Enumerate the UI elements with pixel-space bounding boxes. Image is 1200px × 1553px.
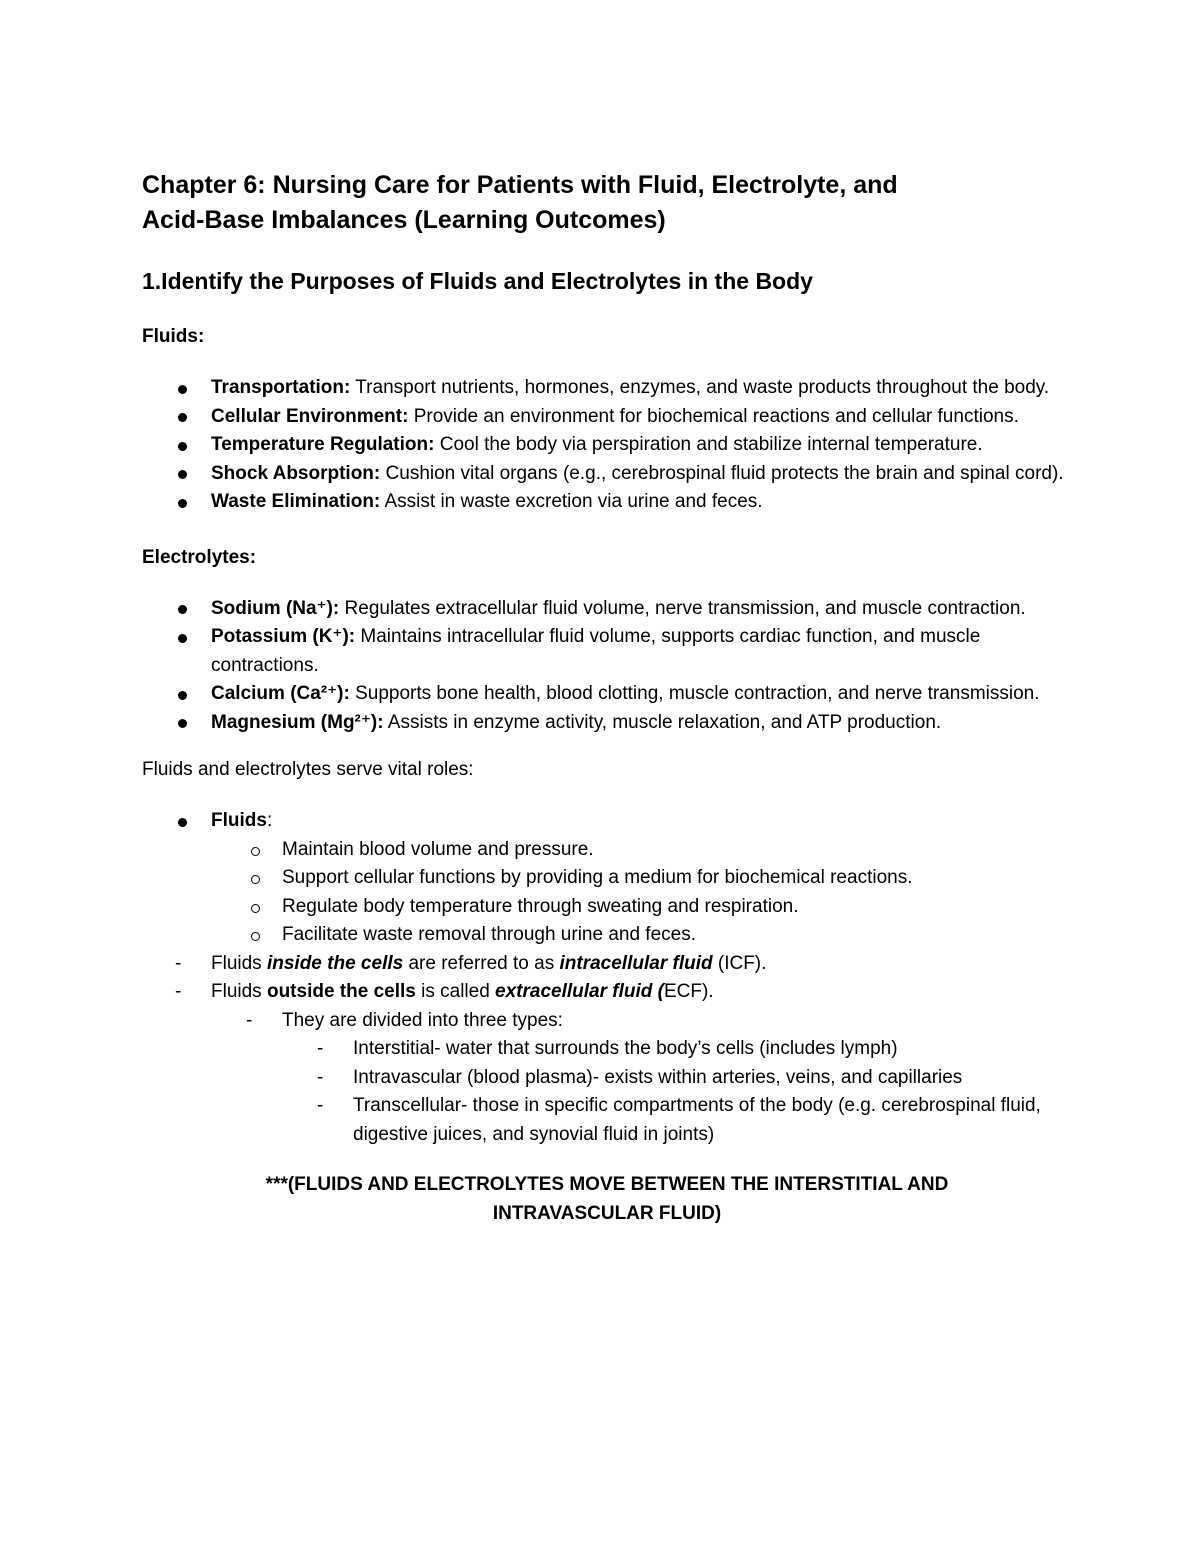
- item-text: Cool the body via perspiration and stabilize internal temperature.: [434, 434, 983, 455]
- note-line-2: INTRAVASCULAR FLUID): [492, 1202, 722, 1224]
- list-item: [142, 807, 1072, 950]
- type-item: - Transcellular- those in specific compartments of the body (e.g. cerebrospinal fluid, digestive juices, and synovial fluid in joints): [142, 1092, 1072, 1149]
- fluid-compartments-list: [142, 950, 1072, 1150]
- item-text: Assists in enzyme activity, muscle relaxation, and ATP production.: [383, 711, 942, 733]
- item-text: Provide an environment for biochemical reactions and cellular functions.: [408, 405, 1019, 427]
- ecf-sublist: [211, 1007, 1072, 1150]
- list-item: [142, 403, 1072, 432]
- list-item: [142, 623, 1072, 680]
- list-item: [142, 709, 1072, 738]
- item-term: Magnesium (Mg²⁺):: [211, 711, 384, 733]
- item-term: Transportation:: [211, 377, 351, 398]
- page-title: [142, 168, 1072, 238]
- section-heading: 1.Identify the Purposes of Fluids and Electrolytes in the Body: [142, 268, 813, 294]
- emphasis: inside the cells: [266, 952, 404, 974]
- list-item: [142, 431, 1072, 460]
- text: Fluids: [211, 952, 267, 974]
- list-item: [142, 680, 1072, 709]
- movement-note: [142, 1171, 1072, 1228]
- text: Fluids: [211, 981, 267, 1002]
- item-term: Waste Elimination:: [211, 491, 381, 512]
- list-item: [142, 374, 1072, 403]
- type-item: - Interstitial- water that surrounds the body’s cells (includes lymph): [142, 1035, 1072, 1064]
- sub-list-item: Maintain blood volume and pressure.: [142, 836, 1072, 865]
- emphasis: extracellular fluid (: [495, 981, 664, 1002]
- fluids-roles-sublist: [211, 836, 1072, 950]
- text: are referred to as: [403, 952, 560, 974]
- sub-list-item: Support cellular functions by providing a medium for biochemical reactions.: [142, 864, 1072, 893]
- ecf-item: [142, 978, 1072, 1149]
- electrolytes-label: Electrolytes:: [142, 546, 257, 568]
- title-line-2: Acid-Base Imbalances (Learning Outcomes): [142, 206, 666, 234]
- item-term: Cellular Environment:: [211, 405, 409, 427]
- emphasis: outside the cells: [266, 981, 416, 1002]
- emphasis: intracellular fluid: [559, 952, 713, 974]
- item-term: Potassium (K⁺):: [211, 626, 356, 647]
- document-page: [142, 168, 1072, 1228]
- list-item: [142, 460, 1072, 489]
- note-line-1: ***(FLUIDS AND ELECTROLYTES MOVE BETWEEN THE INTERSTITIAL AND: [265, 1174, 949, 1195]
- item-term: Sodium (Na⁺):: [211, 597, 340, 619]
- sub-list-item: Facilitate waste removal through urine and feces.: [142, 921, 1072, 950]
- list-item: [142, 595, 1072, 624]
- fluids-label: Fluids:: [142, 326, 205, 347]
- fluids-list: [142, 374, 1072, 517]
- text: is called: [415, 981, 496, 1002]
- item-term: Fluids: [211, 810, 267, 831]
- item-text: Transport nutrients, hormones, enzymes, and waste products throughout the body.: [350, 377, 1050, 398]
- item-text: Regulates extracellular fluid volume, nerve transmission, and muscle contraction.: [339, 597, 1026, 619]
- text: ECF).: [664, 981, 714, 1002]
- vital-roles-intro: Fluids and electrolytes serve vital roles:: [142, 759, 474, 780]
- item-term: Temperature Regulation:: [211, 434, 435, 455]
- list-item: [142, 488, 1072, 517]
- item-term: Calcium (Ca²⁺):: [211, 683, 350, 704]
- item-term: Shock Absorption:: [211, 462, 381, 484]
- electrolytes-list: [142, 595, 1072, 738]
- text: They are divided into three types:: [282, 1009, 563, 1031]
- item-text: Maintains intracellular fluid volume, supports cardiac function, and muscle contractions.: [211, 626, 981, 676]
- item-text: Assist in waste excretion via urine and feces.: [380, 491, 763, 512]
- vital-roles-list: [142, 807, 1072, 950]
- ecf-types-list: [282, 1035, 1072, 1149]
- icf-item: [142, 950, 1072, 979]
- item-text: :: [266, 810, 273, 831]
- type-item: - Intravascular (blood plasma)- exists within arteries, veins, and capillaries: [142, 1064, 1072, 1093]
- types-intro: [142, 1007, 1072, 1150]
- text: (ICF).: [712, 952, 767, 974]
- item-text: Supports bone health, blood clotting, muscle contraction, and nerve transmission.: [349, 683, 1040, 704]
- title-line-1: Chapter 6: Nursing Care for Patients with Fluid, Electrolyte, and: [142, 171, 898, 199]
- sub-list-item: Regulate body temperature through sweating and respiration.: [142, 893, 1072, 922]
- item-text: Cushion vital organs (e.g., cerebrospinal fluid protects the brain and spinal cord).: [380, 462, 1064, 484]
